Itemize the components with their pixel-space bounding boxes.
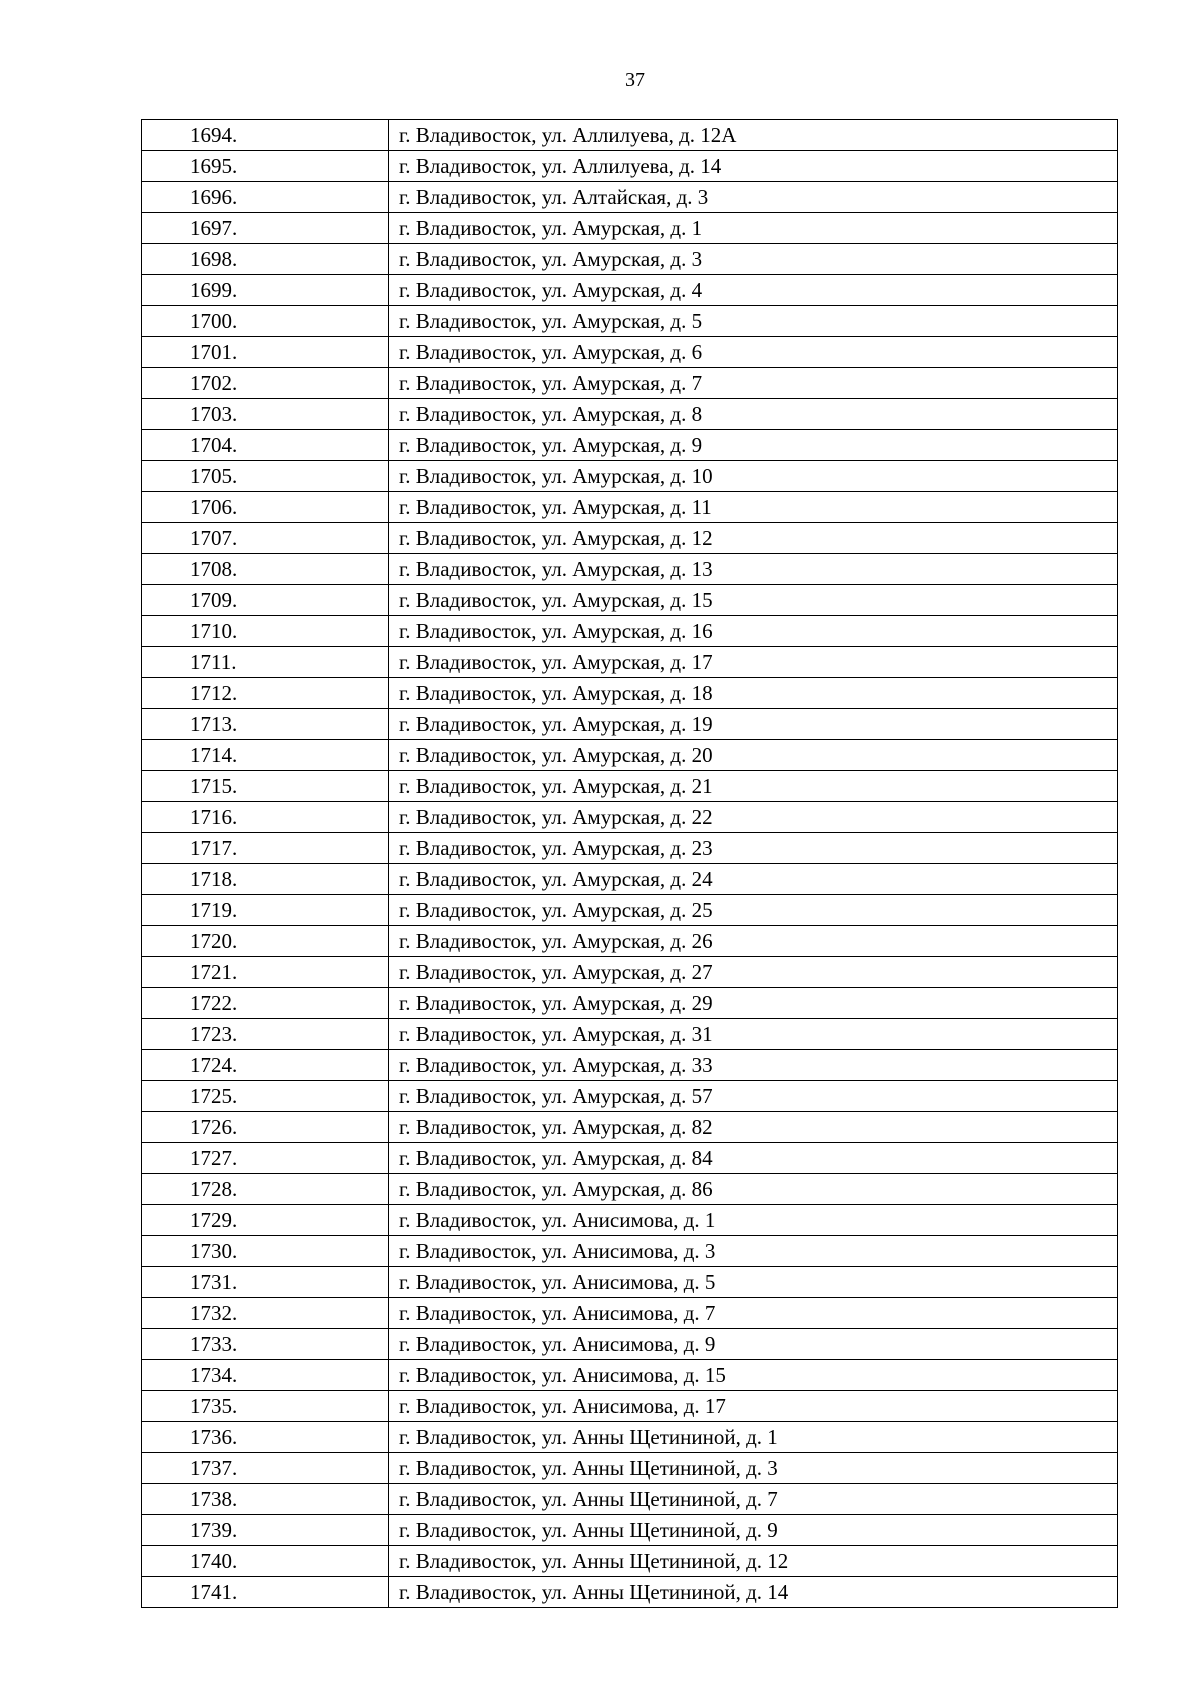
table-row bbox=[142, 740, 1118, 771]
table-row bbox=[142, 1546, 1118, 1577]
table-row bbox=[142, 1577, 1118, 1608]
row-number-cell: 1717. bbox=[142, 833, 389, 864]
row-number-cell: 1720. bbox=[142, 926, 389, 957]
row-number-cell: 1723. bbox=[142, 1019, 389, 1050]
table-row bbox=[142, 988, 1118, 1019]
table-row bbox=[142, 461, 1118, 492]
address-cell: г. Владивосток, ул. Анны Щетининой, д. 12 bbox=[389, 1546, 1118, 1577]
row-number-cell: 1724. bbox=[142, 1050, 389, 1081]
address-cell: г. Владивосток, ул. Амурская, д. 84 bbox=[389, 1143, 1118, 1174]
row-number-cell: 1716. bbox=[142, 802, 389, 833]
address-cell: г. Владивосток, ул. Амурская, д. 10 bbox=[389, 461, 1118, 492]
address-cell: г. Владивосток, ул. Амурская, д. 29 bbox=[389, 988, 1118, 1019]
table-row bbox=[142, 1112, 1118, 1143]
row-number-cell: 1696. bbox=[142, 182, 389, 213]
address-cell: г. Владивосток, ул. Аллилуева, д. 12А bbox=[389, 120, 1118, 151]
address-cell: г. Владивосток, ул. Анисимова, д. 9 bbox=[389, 1329, 1118, 1360]
row-number-cell: 1732. bbox=[142, 1298, 389, 1329]
address-cell: г. Владивосток, ул. Амурская, д. 26 bbox=[389, 926, 1118, 957]
address-cell: г. Владивосток, ул. Амурская, д. 20 bbox=[389, 740, 1118, 771]
row-number-cell: 1726. bbox=[142, 1112, 389, 1143]
address-cell: г. Владивосток, ул. Амурская, д. 16 bbox=[389, 616, 1118, 647]
table-row bbox=[142, 1019, 1118, 1050]
address-cell: г. Владивосток, ул. Амурская, д. 15 bbox=[389, 585, 1118, 616]
table-row bbox=[142, 1298, 1118, 1329]
row-number-cell: 1694. bbox=[142, 120, 389, 151]
address-cell: г. Владивосток, ул. Аллилуева, д. 14 bbox=[389, 151, 1118, 182]
table-row bbox=[142, 1453, 1118, 1484]
row-number-cell: 1713. bbox=[142, 709, 389, 740]
row-number-cell: 1698. bbox=[142, 244, 389, 275]
table-row bbox=[142, 926, 1118, 957]
row-number-cell: 1741. bbox=[142, 1577, 389, 1608]
row-number-cell: 1707. bbox=[142, 523, 389, 554]
address-table-body bbox=[142, 120, 1118, 1608]
table-row bbox=[142, 709, 1118, 740]
row-number-cell: 1740. bbox=[142, 1546, 389, 1577]
row-number-cell: 1728. bbox=[142, 1174, 389, 1205]
table-row bbox=[142, 275, 1118, 306]
address-table bbox=[141, 119, 1118, 1608]
address-cell: г. Владивосток, ул. Амурская, д. 21 bbox=[389, 771, 1118, 802]
table-row bbox=[142, 1081, 1118, 1112]
row-number-cell: 1739. bbox=[142, 1515, 389, 1546]
row-number-cell: 1735. bbox=[142, 1391, 389, 1422]
table-row bbox=[142, 678, 1118, 709]
address-cell: г. Владивосток, ул. Амурская, д. 9 bbox=[389, 430, 1118, 461]
table-row bbox=[142, 647, 1118, 678]
row-number-cell: 1727. bbox=[142, 1143, 389, 1174]
table-row bbox=[142, 1236, 1118, 1267]
row-number-cell: 1701. bbox=[142, 337, 389, 368]
address-cell: г. Владивосток, ул. Анны Щетининой, д. 1 bbox=[389, 1422, 1118, 1453]
address-cell: г. Владивосток, ул. Анисимова, д. 7 bbox=[389, 1298, 1118, 1329]
address-cell: г. Владивосток, ул. Амурская, д. 17 bbox=[389, 647, 1118, 678]
row-number-cell: 1706. bbox=[142, 492, 389, 523]
table-row bbox=[142, 1360, 1118, 1391]
table-row bbox=[142, 368, 1118, 399]
address-cell: г. Владивосток, ул. Анисимова, д. 15 bbox=[389, 1360, 1118, 1391]
address-cell: г. Владивосток, ул. Амурская, д. 33 bbox=[389, 1050, 1118, 1081]
address-cell: г. Владивосток, ул. Анны Щетининой, д. 7 bbox=[389, 1484, 1118, 1515]
row-number-cell: 1719. bbox=[142, 895, 389, 926]
table-row bbox=[142, 492, 1118, 523]
row-number-cell: 1709. bbox=[142, 585, 389, 616]
row-number-cell: 1710. bbox=[142, 616, 389, 647]
table-row bbox=[142, 151, 1118, 182]
address-cell: г. Владивосток, ул. Анны Щетининой, д. 3 bbox=[389, 1453, 1118, 1484]
address-cell: г. Владивосток, ул. Амурская, д. 25 bbox=[389, 895, 1118, 926]
row-number-cell: 1704. bbox=[142, 430, 389, 461]
row-number-cell: 1731. bbox=[142, 1267, 389, 1298]
table-row bbox=[142, 895, 1118, 926]
table-row bbox=[142, 1515, 1118, 1546]
table-row bbox=[142, 1391, 1118, 1422]
row-number-cell: 1705. bbox=[142, 461, 389, 492]
row-number-cell: 1695. bbox=[142, 151, 389, 182]
table-row bbox=[142, 306, 1118, 337]
row-number-cell: 1734. bbox=[142, 1360, 389, 1391]
address-cell: г. Владивосток, ул. Амурская, д. 57 bbox=[389, 1081, 1118, 1112]
table-row bbox=[142, 957, 1118, 988]
row-number-cell: 1702. bbox=[142, 368, 389, 399]
table-row bbox=[142, 771, 1118, 802]
address-cell: г. Владивосток, ул. Анисимова, д. 5 bbox=[389, 1267, 1118, 1298]
address-cell: г. Владивосток, ул. Алтайская, д. 3 bbox=[389, 182, 1118, 213]
row-number-cell: 1700. bbox=[142, 306, 389, 337]
table-row bbox=[142, 802, 1118, 833]
table-row bbox=[142, 833, 1118, 864]
row-number-cell: 1703. bbox=[142, 399, 389, 430]
row-number-cell: 1736. bbox=[142, 1422, 389, 1453]
row-number-cell: 1738. bbox=[142, 1484, 389, 1515]
table-row bbox=[142, 213, 1118, 244]
table-row bbox=[142, 430, 1118, 461]
table-row bbox=[142, 554, 1118, 585]
row-number-cell: 1737. bbox=[142, 1453, 389, 1484]
table-row bbox=[142, 1267, 1118, 1298]
table-row bbox=[142, 1143, 1118, 1174]
address-cell: г. Владивосток, ул. Анисимова, д. 3 bbox=[389, 1236, 1118, 1267]
page-number: 37 bbox=[625, 69, 645, 91]
table-row bbox=[142, 864, 1118, 895]
row-number-cell: 1699. bbox=[142, 275, 389, 306]
address-cell: г. Владивосток, ул. Амурская, д. 1 bbox=[389, 213, 1118, 244]
table-row bbox=[142, 244, 1118, 275]
row-number-cell: 1733. bbox=[142, 1329, 389, 1360]
table-row bbox=[142, 616, 1118, 647]
row-number-cell: 1718. bbox=[142, 864, 389, 895]
address-cell: г. Владивосток, ул. Амурская, д. 13 bbox=[389, 554, 1118, 585]
address-cell: г. Владивосток, ул. Анны Щетининой, д. 9 bbox=[389, 1515, 1118, 1546]
address-cell: г. Владивосток, ул. Анисимова, д. 17 bbox=[389, 1391, 1118, 1422]
address-cell: г. Владивосток, ул. Амурская, д. 7 bbox=[389, 368, 1118, 399]
row-number-cell: 1711. bbox=[142, 647, 389, 678]
address-cell: г. Владивосток, ул. Амурская, д. 86 bbox=[389, 1174, 1118, 1205]
table-row bbox=[142, 182, 1118, 213]
address-cell: г. Владивосток, ул. Анисимова, д. 1 bbox=[389, 1205, 1118, 1236]
address-cell: г. Владивосток, ул. Амурская, д. 22 bbox=[389, 802, 1118, 833]
table-row bbox=[142, 1174, 1118, 1205]
table-row bbox=[142, 120, 1118, 151]
address-cell: г. Владивосток, ул. Амурская, д. 24 bbox=[389, 864, 1118, 895]
address-cell: г. Владивосток, ул. Амурская, д. 4 bbox=[389, 275, 1118, 306]
row-number-cell: 1729. bbox=[142, 1205, 389, 1236]
row-number-cell: 1715. bbox=[142, 771, 389, 802]
address-cell: г. Владивосток, ул. Амурская, д. 3 bbox=[389, 244, 1118, 275]
row-number-cell: 1712. bbox=[142, 678, 389, 709]
address-cell: г. Владивосток, ул. Амурская, д. 18 bbox=[389, 678, 1118, 709]
table-row bbox=[142, 585, 1118, 616]
row-number-cell: 1697. bbox=[142, 213, 389, 244]
row-number-cell: 1721. bbox=[142, 957, 389, 988]
row-number-cell: 1725. bbox=[142, 1081, 389, 1112]
address-cell: г. Владивосток, ул. Амурская, д. 11 bbox=[389, 492, 1118, 523]
address-cell: г. Владивосток, ул. Амурская, д. 82 bbox=[389, 1112, 1118, 1143]
table-row bbox=[142, 1050, 1118, 1081]
table-row bbox=[142, 337, 1118, 368]
table-row bbox=[142, 523, 1118, 554]
table-row bbox=[142, 1329, 1118, 1360]
table-row bbox=[142, 1422, 1118, 1453]
row-number-cell: 1714. bbox=[142, 740, 389, 771]
row-number-cell: 1730. bbox=[142, 1236, 389, 1267]
address-cell: г. Владивосток, ул. Амурская, д. 27 bbox=[389, 957, 1118, 988]
table-row bbox=[142, 1484, 1118, 1515]
address-cell: г. Владивосток, ул. Амурская, д. 8 bbox=[389, 399, 1118, 430]
address-cell: г. Владивосток, ул. Амурская, д. 6 bbox=[389, 337, 1118, 368]
address-cell: г. Владивосток, ул. Амурская, д. 31 bbox=[389, 1019, 1118, 1050]
address-cell: г. Владивосток, ул. Анны Щетининой, д. 14 bbox=[389, 1577, 1118, 1608]
row-number-cell: 1708. bbox=[142, 554, 389, 585]
table-row bbox=[142, 399, 1118, 430]
address-cell: г. Владивосток, ул. Амурская, д. 12 bbox=[389, 523, 1118, 554]
row-number-cell: 1722. bbox=[142, 988, 389, 1019]
address-cell: г. Владивосток, ул. Амурская, д. 19 bbox=[389, 709, 1118, 740]
address-cell: г. Владивосток, ул. Амурская, д. 5 bbox=[389, 306, 1118, 337]
address-cell: г. Владивосток, ул. Амурская, д. 23 bbox=[389, 833, 1118, 864]
table-row bbox=[142, 1205, 1118, 1236]
